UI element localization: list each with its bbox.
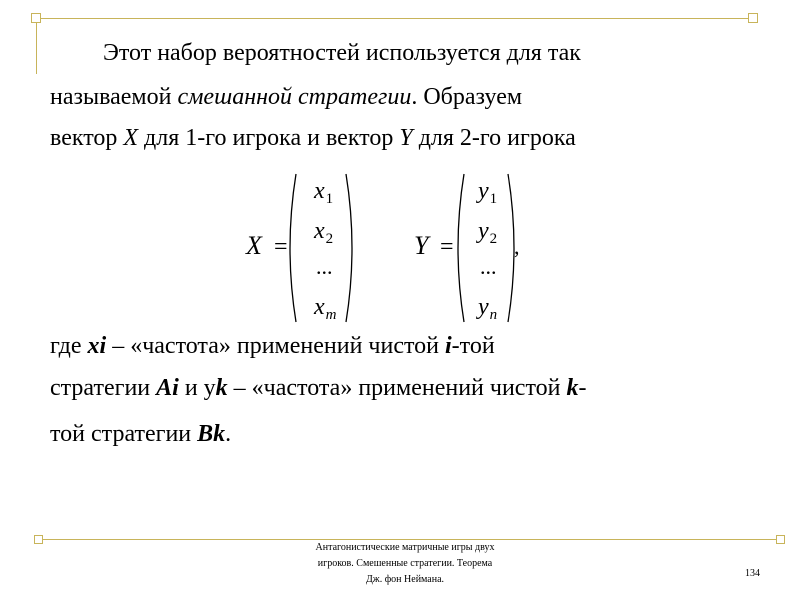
footer-caption-line2: игроков. Смешенные стратегии. Теорема — [317, 558, 493, 569]
vector-formula — [230, 168, 550, 330]
body-line-6 — [50, 421, 231, 448]
text-line6-c: . — [225, 421, 232, 447]
formula-y2: $y_2$ — [478, 218, 498, 247]
formula-x-var: X — [246, 231, 262, 260]
text-line3-c: для 1-го игрока и вектор — [138, 125, 400, 151]
k-term-2: k — [566, 375, 579, 401]
text-line4-c: – «частота» применений чистой — [106, 333, 445, 359]
text-line6-a: той стратегии — [50, 421, 198, 447]
formula-y-equals: = — [440, 234, 454, 260]
frame-corner-left — [31, 13, 41, 23]
formula-x2: $x_2$ — [314, 218, 334, 247]
vector-y-term: Y — [399, 125, 413, 151]
formula-x1: $x_1$ — [314, 178, 334, 207]
formula-y-var: Y — [414, 231, 429, 260]
y-left-paren — [458, 174, 464, 322]
text-line5-a: стратегии — [50, 375, 157, 401]
formula-y1: $y_1$ — [478, 178, 498, 207]
frame-left-rule — [36, 18, 37, 74]
footer-caption-line1: Антагонистические матричные игры двух — [315, 542, 495, 553]
formula-xm: $x_m$ — [314, 294, 337, 323]
footer-corner-left — [34, 535, 43, 544]
footer-corner-right — [776, 535, 785, 544]
vector-x-term: X — [123, 125, 139, 151]
formula-x-equals: = — [274, 234, 288, 260]
text-line2-a: называемой — [50, 84, 178, 110]
ai-term: Ai — [156, 375, 179, 401]
body-line-5 — [50, 375, 586, 402]
formula-yn: $y_n$ — [478, 294, 498, 323]
text-line5-c: и у — [178, 375, 216, 401]
page-number: 134 — [745, 568, 760, 579]
text-line4-e: -той — [451, 333, 495, 359]
footer-caption-line3: Дж. фон Неймана. — [365, 574, 445, 585]
body-line-1 — [103, 40, 581, 67]
footer-caption — [270, 540, 540, 588]
frame-corner-right — [748, 13, 758, 23]
frame-top-rule — [36, 18, 753, 19]
i-term: i — [445, 333, 452, 359]
text-line3-e: для 2-го игрока — [412, 125, 576, 151]
text-line4-a: где — [50, 333, 88, 359]
body-line-2 — [50, 84, 522, 111]
text-line3-a: вектор — [50, 125, 124, 151]
body-line-3 — [50, 125, 576, 152]
formula-y-dots: ... — [480, 254, 497, 279]
formula-comma: , — [514, 234, 520, 259]
body-line-4 — [50, 333, 495, 360]
mixed-strategy-term: смешанной стратегии — [177, 84, 412, 110]
xi-term: xi — [87, 333, 107, 359]
k-term-1: k — [215, 375, 228, 401]
text-line5-e: – «частота» применений чистой — [227, 375, 567, 401]
text-line2-c: . Образуем — [411, 84, 523, 110]
text-line5-g: - — [578, 375, 587, 401]
x-right-paren — [346, 174, 352, 322]
x-left-paren — [290, 174, 296, 322]
formula-x-dots: ... — [316, 254, 333, 279]
text-line1: Этот набор вероятностей используется для так — [103, 40, 581, 66]
bk-term: Bk — [197, 421, 226, 447]
